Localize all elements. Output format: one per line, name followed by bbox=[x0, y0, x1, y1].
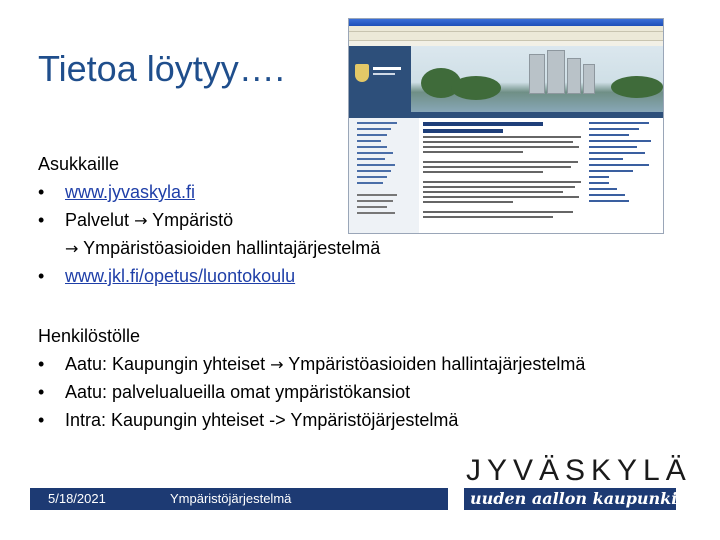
slide-body bbox=[38, 150, 678, 434]
bullet-icon: • bbox=[38, 382, 45, 402]
arrow-right-icon: → bbox=[65, 239, 79, 258]
brand-logo-area bbox=[448, 452, 697, 512]
bullet-icon: • bbox=[38, 210, 45, 230]
bullet-icon: • bbox=[38, 266, 45, 286]
brand-tagline: uuden aallon kaupunki ~ bbox=[470, 489, 697, 508]
path-palvelut: Palvelut bbox=[65, 210, 130, 230]
section-heading-staff: Henkilöstölle bbox=[38, 326, 141, 346]
slide-title: Tietoa löytyy…. bbox=[38, 48, 285, 89]
link-jyvaskyla[interactable]: www.jyvaskyla.fi bbox=[65, 182, 196, 202]
footer-title: Ympäristöjärjestelmä bbox=[170, 491, 292, 506]
site-header bbox=[349, 46, 663, 112]
path-aatu-yhteiset: Aatu: Kaupungin yhteiset bbox=[65, 354, 266, 374]
list-item bbox=[38, 206, 678, 234]
browser-toolbar bbox=[349, 32, 663, 41]
header-photo bbox=[411, 46, 663, 112]
arrow-right-icon: → bbox=[134, 211, 148, 230]
brand-logo: JYVÄSKYLÄ bbox=[466, 454, 692, 487]
arrow-right-icon: → bbox=[270, 355, 284, 374]
list-item bbox=[38, 378, 678, 406]
path-ymparisto: Ympäristö bbox=[152, 210, 234, 230]
list-item bbox=[38, 262, 678, 290]
coat-of-arms-icon bbox=[355, 64, 369, 82]
item-text: Aatu: palvelualueilla omat ympäristökansiot bbox=[65, 382, 411, 402]
list-item bbox=[38, 178, 678, 206]
bullet-icon: • bbox=[38, 182, 45, 202]
list-item-continuation bbox=[38, 234, 678, 262]
item-text: Intra: Kaupungin yhteiset -> Ympäristöjärjestelmä bbox=[65, 410, 459, 430]
list-item bbox=[38, 406, 678, 434]
link-luontokoulu[interactable]: www.jkl.fi/opetus/luontokoulu bbox=[65, 266, 296, 286]
section-heading-residents: Asukkaille bbox=[38, 154, 120, 174]
path-aatu-hallintajarjestelma: Ympäristöasioiden hallintajärjestelmä bbox=[288, 354, 586, 374]
site-logo-area bbox=[349, 46, 411, 112]
list-item bbox=[38, 350, 678, 378]
bullet-icon: • bbox=[38, 410, 45, 430]
footer-date: 5/18/2021 bbox=[48, 491, 106, 506]
browser-titlebar bbox=[349, 19, 663, 26]
bullet-icon: • bbox=[38, 354, 45, 374]
path-hallintajarjestelma: Ympäristöasioiden hallintajärjestelmä bbox=[83, 238, 381, 258]
